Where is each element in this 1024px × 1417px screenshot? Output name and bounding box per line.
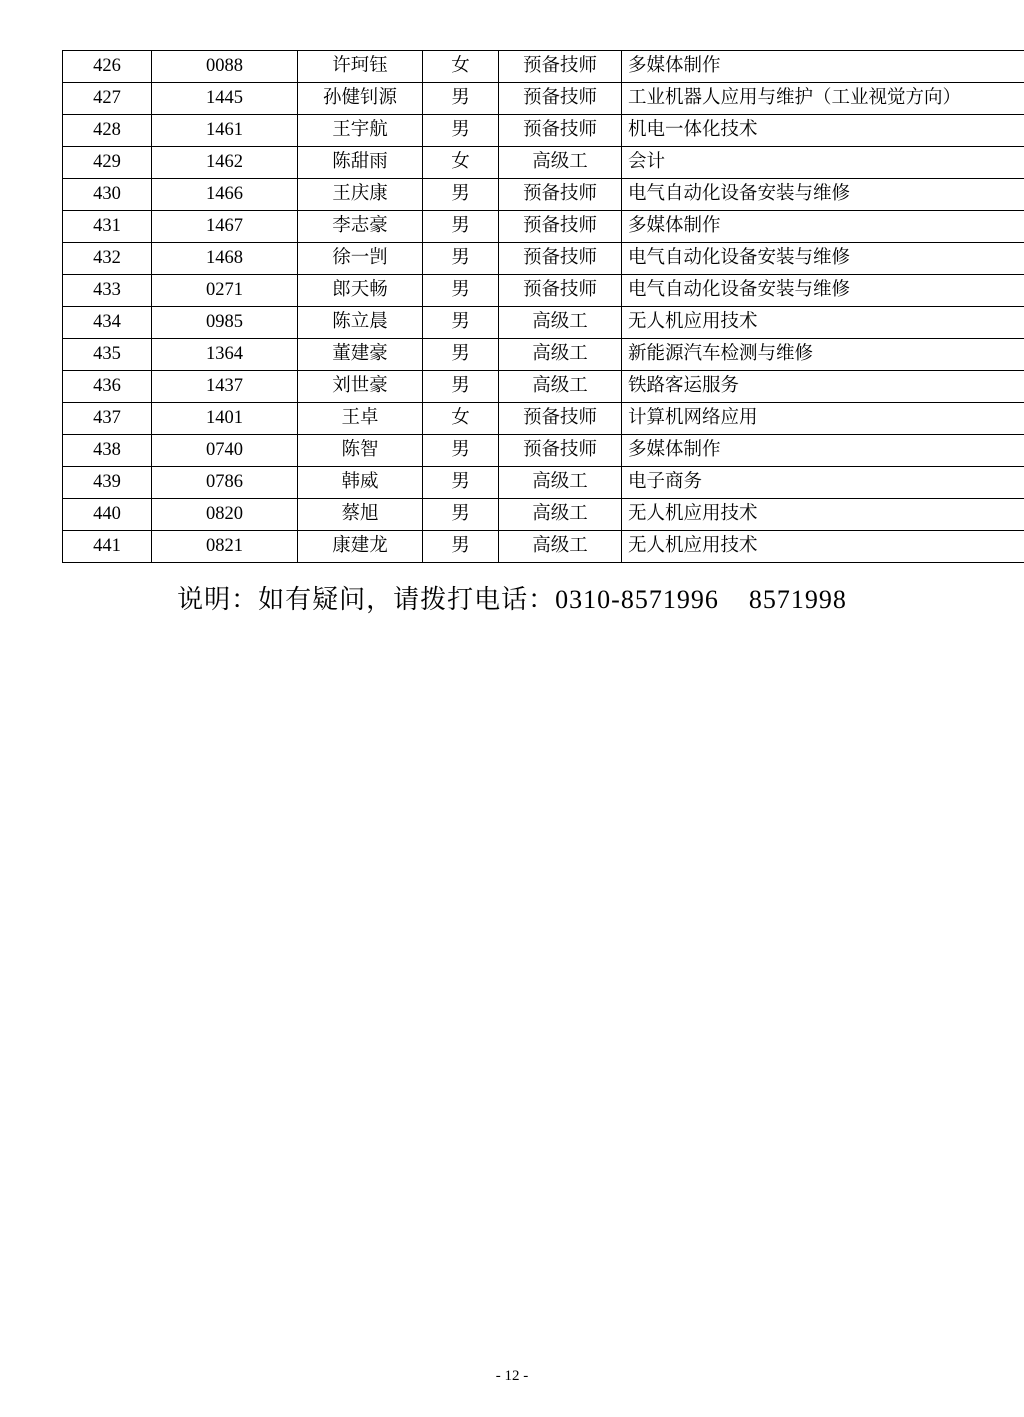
cell-name: 陈立晨 bbox=[298, 307, 423, 339]
cell-major: 铁路客运服务 bbox=[622, 371, 1024, 403]
cell-level: 预备技师 bbox=[499, 115, 622, 147]
cell-major: 无人机应用技术 bbox=[622, 499, 1024, 531]
cell-seq: 433 bbox=[63, 275, 152, 307]
cell-major: 电子商务 bbox=[622, 467, 1024, 499]
cell-sex: 男 bbox=[423, 243, 499, 275]
cell-seq: 436 bbox=[63, 371, 152, 403]
cell-exam-number: 0821 bbox=[152, 531, 298, 563]
cell-level: 预备技师 bbox=[499, 51, 622, 83]
cell-sex: 女 bbox=[423, 403, 499, 435]
cell-exam-number: 1467 bbox=[152, 211, 298, 243]
cell-sex: 男 bbox=[423, 307, 499, 339]
cell-exam-number: 1401 bbox=[152, 403, 298, 435]
cell-exam-number: 0740 bbox=[152, 435, 298, 467]
cell-exam-number: 0985 bbox=[152, 307, 298, 339]
cell-sex: 男 bbox=[423, 371, 499, 403]
cell-exam-number: 1462 bbox=[152, 147, 298, 179]
cell-level: 高级工 bbox=[499, 531, 622, 563]
cell-level: 高级工 bbox=[499, 147, 622, 179]
cell-sex: 男 bbox=[423, 211, 499, 243]
table-row bbox=[63, 51, 1024, 83]
cell-level: 预备技师 bbox=[499, 275, 622, 307]
cell-major: 计算机网络应用 bbox=[622, 403, 1024, 435]
cell-major: 机电一体化技术 bbox=[622, 115, 1024, 147]
page-number: - 12 - bbox=[495, 1368, 529, 1384]
cell-name: 孙健钊源 bbox=[298, 83, 423, 115]
cell-sex: 男 bbox=[423, 83, 499, 115]
cell-major: 多媒体制作 bbox=[622, 211, 1024, 243]
cell-name: 王庆康 bbox=[298, 179, 423, 211]
table-row bbox=[63, 467, 1024, 499]
cell-name: 蔡旭 bbox=[298, 499, 423, 531]
cell-name: 康建龙 bbox=[298, 531, 423, 563]
cell-exam-number: 1461 bbox=[152, 115, 298, 147]
cell-major: 电气自动化设备安装与维修 bbox=[622, 275, 1024, 307]
cell-name: 董建豪 bbox=[298, 339, 423, 371]
cell-major: 电气自动化设备安装与维修 bbox=[622, 243, 1024, 275]
cell-exam-number: 0820 bbox=[152, 499, 298, 531]
cell-major: 会计 bbox=[622, 147, 1024, 179]
cell-sex: 男 bbox=[423, 531, 499, 563]
cell-level: 预备技师 bbox=[499, 243, 622, 275]
table-row bbox=[63, 147, 1024, 179]
cell-name: 刘世豪 bbox=[298, 371, 423, 403]
cell-exam-number: 1468 bbox=[152, 243, 298, 275]
cell-name: 陈智 bbox=[298, 435, 423, 467]
cell-exam-number: 1445 bbox=[152, 83, 298, 115]
cell-sex: 女 bbox=[423, 51, 499, 83]
cell-major: 无人机应用技术 bbox=[622, 531, 1024, 563]
cell-level: 预备技师 bbox=[499, 435, 622, 467]
cell-seq: 437 bbox=[63, 403, 152, 435]
cell-seq: 426 bbox=[63, 51, 152, 83]
cell-name: 陈甜雨 bbox=[298, 147, 423, 179]
table-row bbox=[63, 275, 1024, 307]
cell-name: 郎天畅 bbox=[298, 275, 423, 307]
cell-level: 预备技师 bbox=[499, 403, 622, 435]
table-row bbox=[63, 371, 1024, 403]
cell-sex: 男 bbox=[423, 339, 499, 371]
cell-level: 高级工 bbox=[499, 371, 622, 403]
table-row bbox=[63, 83, 1024, 115]
table-row bbox=[63, 403, 1024, 435]
cell-level: 高级工 bbox=[499, 467, 622, 499]
cell-seq: 431 bbox=[63, 211, 152, 243]
table-row bbox=[63, 531, 1024, 563]
cell-exam-number: 0088 bbox=[152, 51, 298, 83]
cell-seq: 432 bbox=[63, 243, 152, 275]
cell-seq: 438 bbox=[63, 435, 152, 467]
table-row bbox=[63, 339, 1024, 371]
table-row bbox=[63, 211, 1024, 243]
cell-seq: 430 bbox=[63, 179, 152, 211]
cell-sex: 女 bbox=[423, 147, 499, 179]
cell-seq: 440 bbox=[63, 499, 152, 531]
cell-sex: 男 bbox=[423, 467, 499, 499]
cell-exam-number: 1437 bbox=[152, 371, 298, 403]
cell-name: 许珂钰 bbox=[298, 51, 423, 83]
cell-seq: 435 bbox=[63, 339, 152, 371]
cell-major: 多媒体制作 bbox=[622, 51, 1024, 83]
cell-seq: 434 bbox=[63, 307, 152, 339]
cell-level: 高级工 bbox=[499, 499, 622, 531]
cell-major: 电气自动化设备安装与维修 bbox=[622, 179, 1024, 211]
cell-name: 李志豪 bbox=[298, 211, 423, 243]
cell-exam-number: 1364 bbox=[152, 339, 298, 371]
cell-sex: 男 bbox=[423, 179, 499, 211]
cell-sex: 男 bbox=[423, 499, 499, 531]
cell-seq: 428 bbox=[63, 115, 152, 147]
cell-level: 预备技师 bbox=[499, 211, 622, 243]
cell-name: 韩威 bbox=[298, 467, 423, 499]
cell-exam-number: 0271 bbox=[152, 275, 298, 307]
cell-major: 新能源汽车检测与维修 bbox=[622, 339, 1024, 371]
cell-level: 预备技师 bbox=[499, 83, 622, 115]
table-row bbox=[63, 499, 1024, 531]
cell-level: 高级工 bbox=[499, 307, 622, 339]
cell-level: 高级工 bbox=[499, 339, 622, 371]
cell-exam-number: 0786 bbox=[152, 467, 298, 499]
candidate-roster-table bbox=[62, 50, 1024, 563]
table-row bbox=[63, 179, 1024, 211]
table-body bbox=[63, 51, 1024, 563]
cell-major: 无人机应用技术 bbox=[622, 307, 1024, 339]
cell-sex: 男 bbox=[423, 115, 499, 147]
cell-seq: 429 bbox=[63, 147, 152, 179]
table-row bbox=[63, 435, 1024, 467]
cell-sex: 男 bbox=[423, 435, 499, 467]
cell-name: 王卓 bbox=[298, 403, 423, 435]
cell-seq: 427 bbox=[63, 83, 152, 115]
cell-seq: 439 bbox=[63, 467, 152, 499]
cell-major: 多媒体制作 bbox=[622, 435, 1024, 467]
cell-seq: 441 bbox=[63, 531, 152, 563]
cell-name: 王宇航 bbox=[298, 115, 423, 147]
notice-text: 说明：如有疑问，请拨打电话：0310-8571996 8571998 bbox=[177, 585, 847, 614]
cell-sex: 男 bbox=[423, 275, 499, 307]
cell-exam-number: 1466 bbox=[152, 179, 298, 211]
cell-level: 预备技师 bbox=[499, 179, 622, 211]
table-row bbox=[63, 115, 1024, 147]
table-row bbox=[63, 307, 1024, 339]
cell-name: 徐一剀 bbox=[298, 243, 423, 275]
cell-major: 工业机器人应用与维护（工业视觉方向） bbox=[622, 83, 1024, 115]
table-row bbox=[63, 243, 1024, 275]
